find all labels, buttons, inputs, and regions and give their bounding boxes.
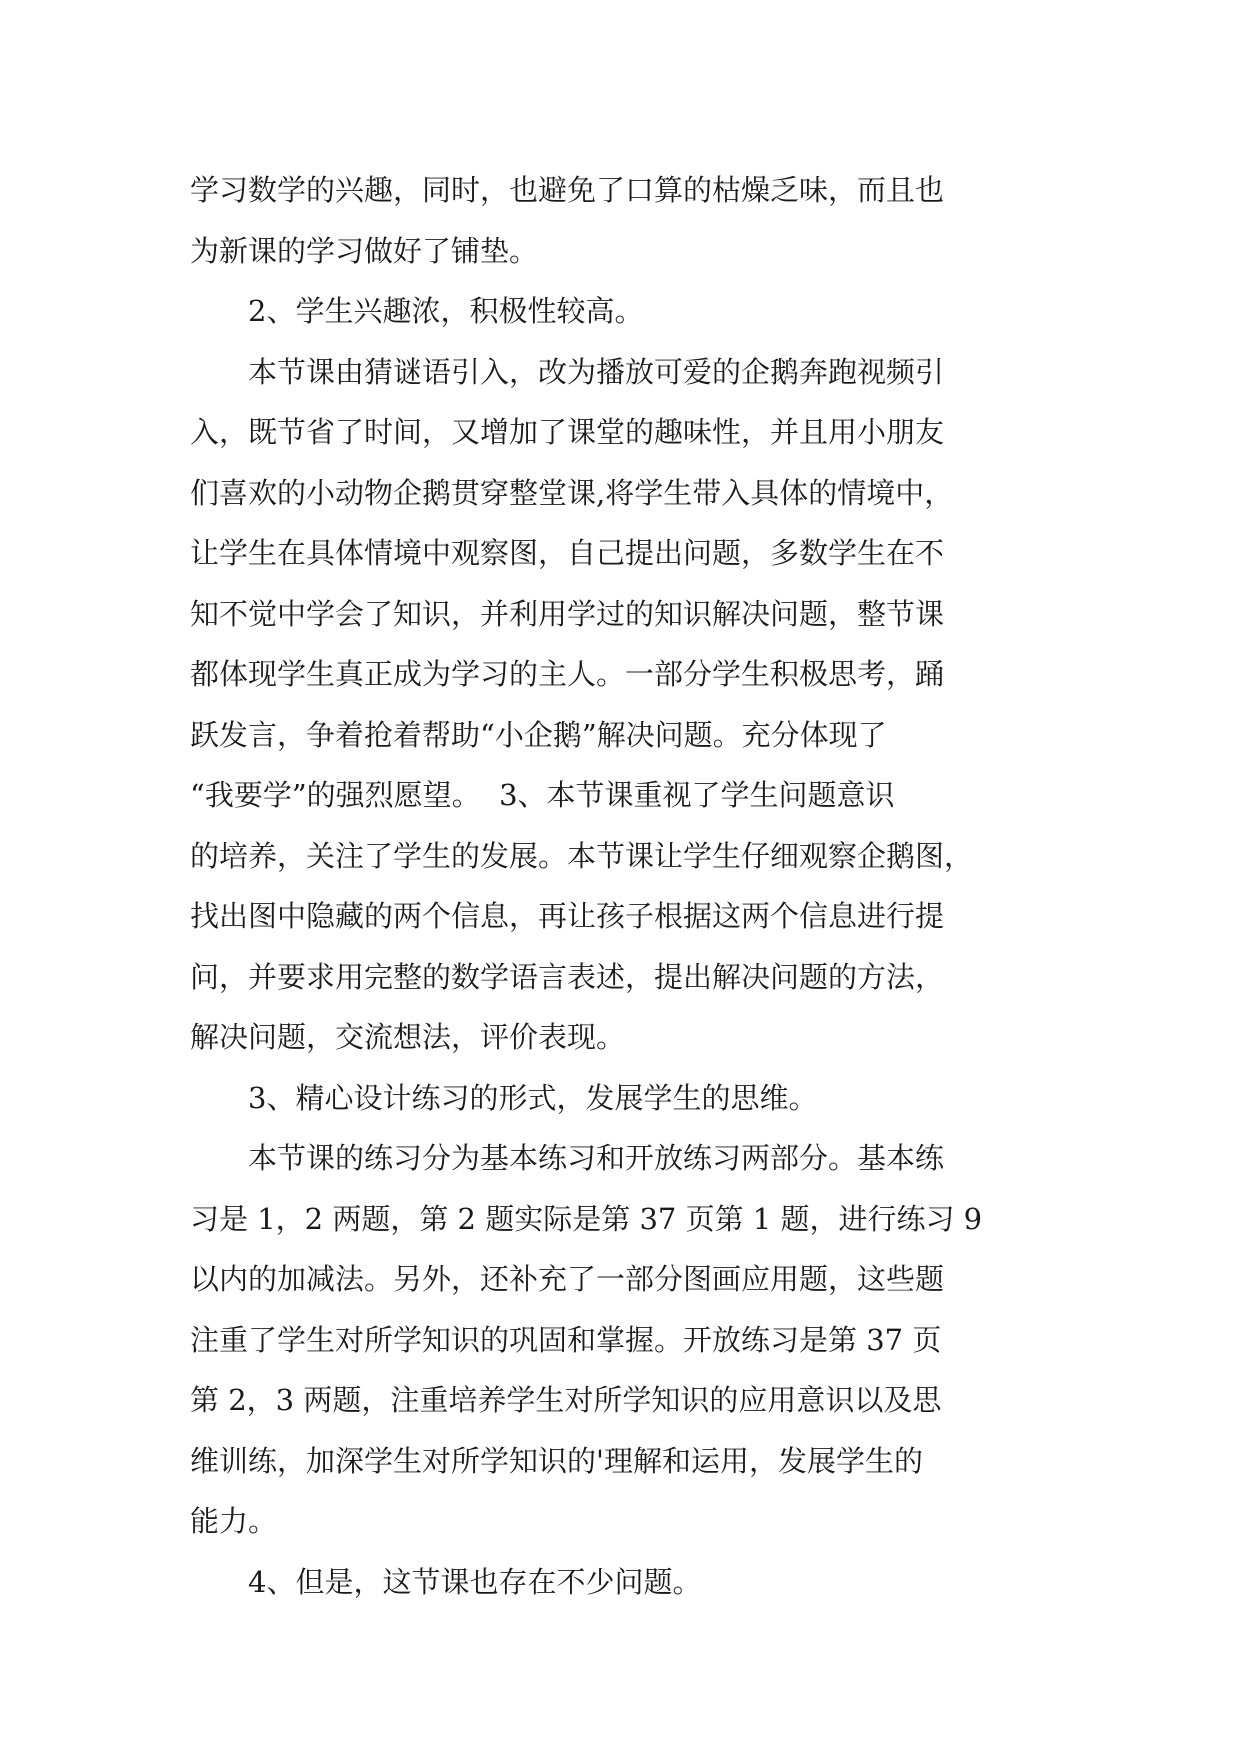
text-line: 都体现学生真正成为学习的主人。一部分学生积极思考，踊 [190,657,945,691]
text-line: 注重了学生对所学知识的巩固和掌握。开放练习是第 37 页 [190,1322,942,1357]
text-line: 本节课由猜谜语引入，改为播放可爱的企鹅奔跑视频引 [248,354,945,389]
text-line: 习是 1，2 两题，第 2 题实际是第 37 页第 1 题，进行练习 9 [190,1201,983,1236]
text-line: 让学生在具体情境中观察图，自己提出问题，多数学生在不 [190,536,945,570]
text-line: 的培养，关注了学生的发展。本节课让学生仔细观察企鹅图， [190,838,974,873]
text-line: 知不觉中学会了知识，并利用学过的知识解决问题，整节课 [190,596,945,631]
text-line: 学习数学的兴趣，同时，也避免了口算的枯燥乏味，而且也 [190,173,945,207]
text-line: 入，既节省了时间，又增加了课堂的趣味性，并且用小朋友 [190,415,945,449]
body-text [190,160,1070,1612]
section-heading: 4、但是，这节课也存在不少问题。 [248,1564,702,1599]
text-line: 第 2，3 两题，注重培养学生对所学知识的应用意识以及思 [190,1383,942,1417]
text-line: 维训练，加深学生对所学知识的'理解和运用，发展学生的 [190,1443,923,1478]
text-line: 们喜欢的小动物企鹅贯穿整堂课,将学生带入具体的情境中， [190,475,954,510]
text-line: “我要学”的强烈愿望。 3、本节课重视了学生问题意识 [190,778,895,812]
text-line: 为新课的学习做好了铺垫。 [190,233,539,268]
section-heading: 3、精心设计练习的形式，发展学生的思维。 [248,1080,818,1115]
section-heading: 2、学生兴趣浓，积极性较高。 [248,294,644,328]
text-line: 以内的加减法。另外，还补充了一部分图画应用题，这些题 [190,1262,945,1296]
text-line: 跃发言，争着抢着帮助“小企鹅”解决问题。充分体现了 [190,717,887,752]
text-line: 问，并要求用完整的数学语言表述，提出解决问题的方法， [190,959,945,994]
text-line: 本节课的练习分为基本练习和开放练习两部分。基本练 [248,1141,945,1175]
text-line: 解决问题，交流想法，评价表现。 [190,1020,626,1054]
text-line: 能力。 [190,1504,278,1538]
text-line: 找出图中隐藏的两个信息，再让孩子根据这两个信息进行提 [190,899,945,933]
